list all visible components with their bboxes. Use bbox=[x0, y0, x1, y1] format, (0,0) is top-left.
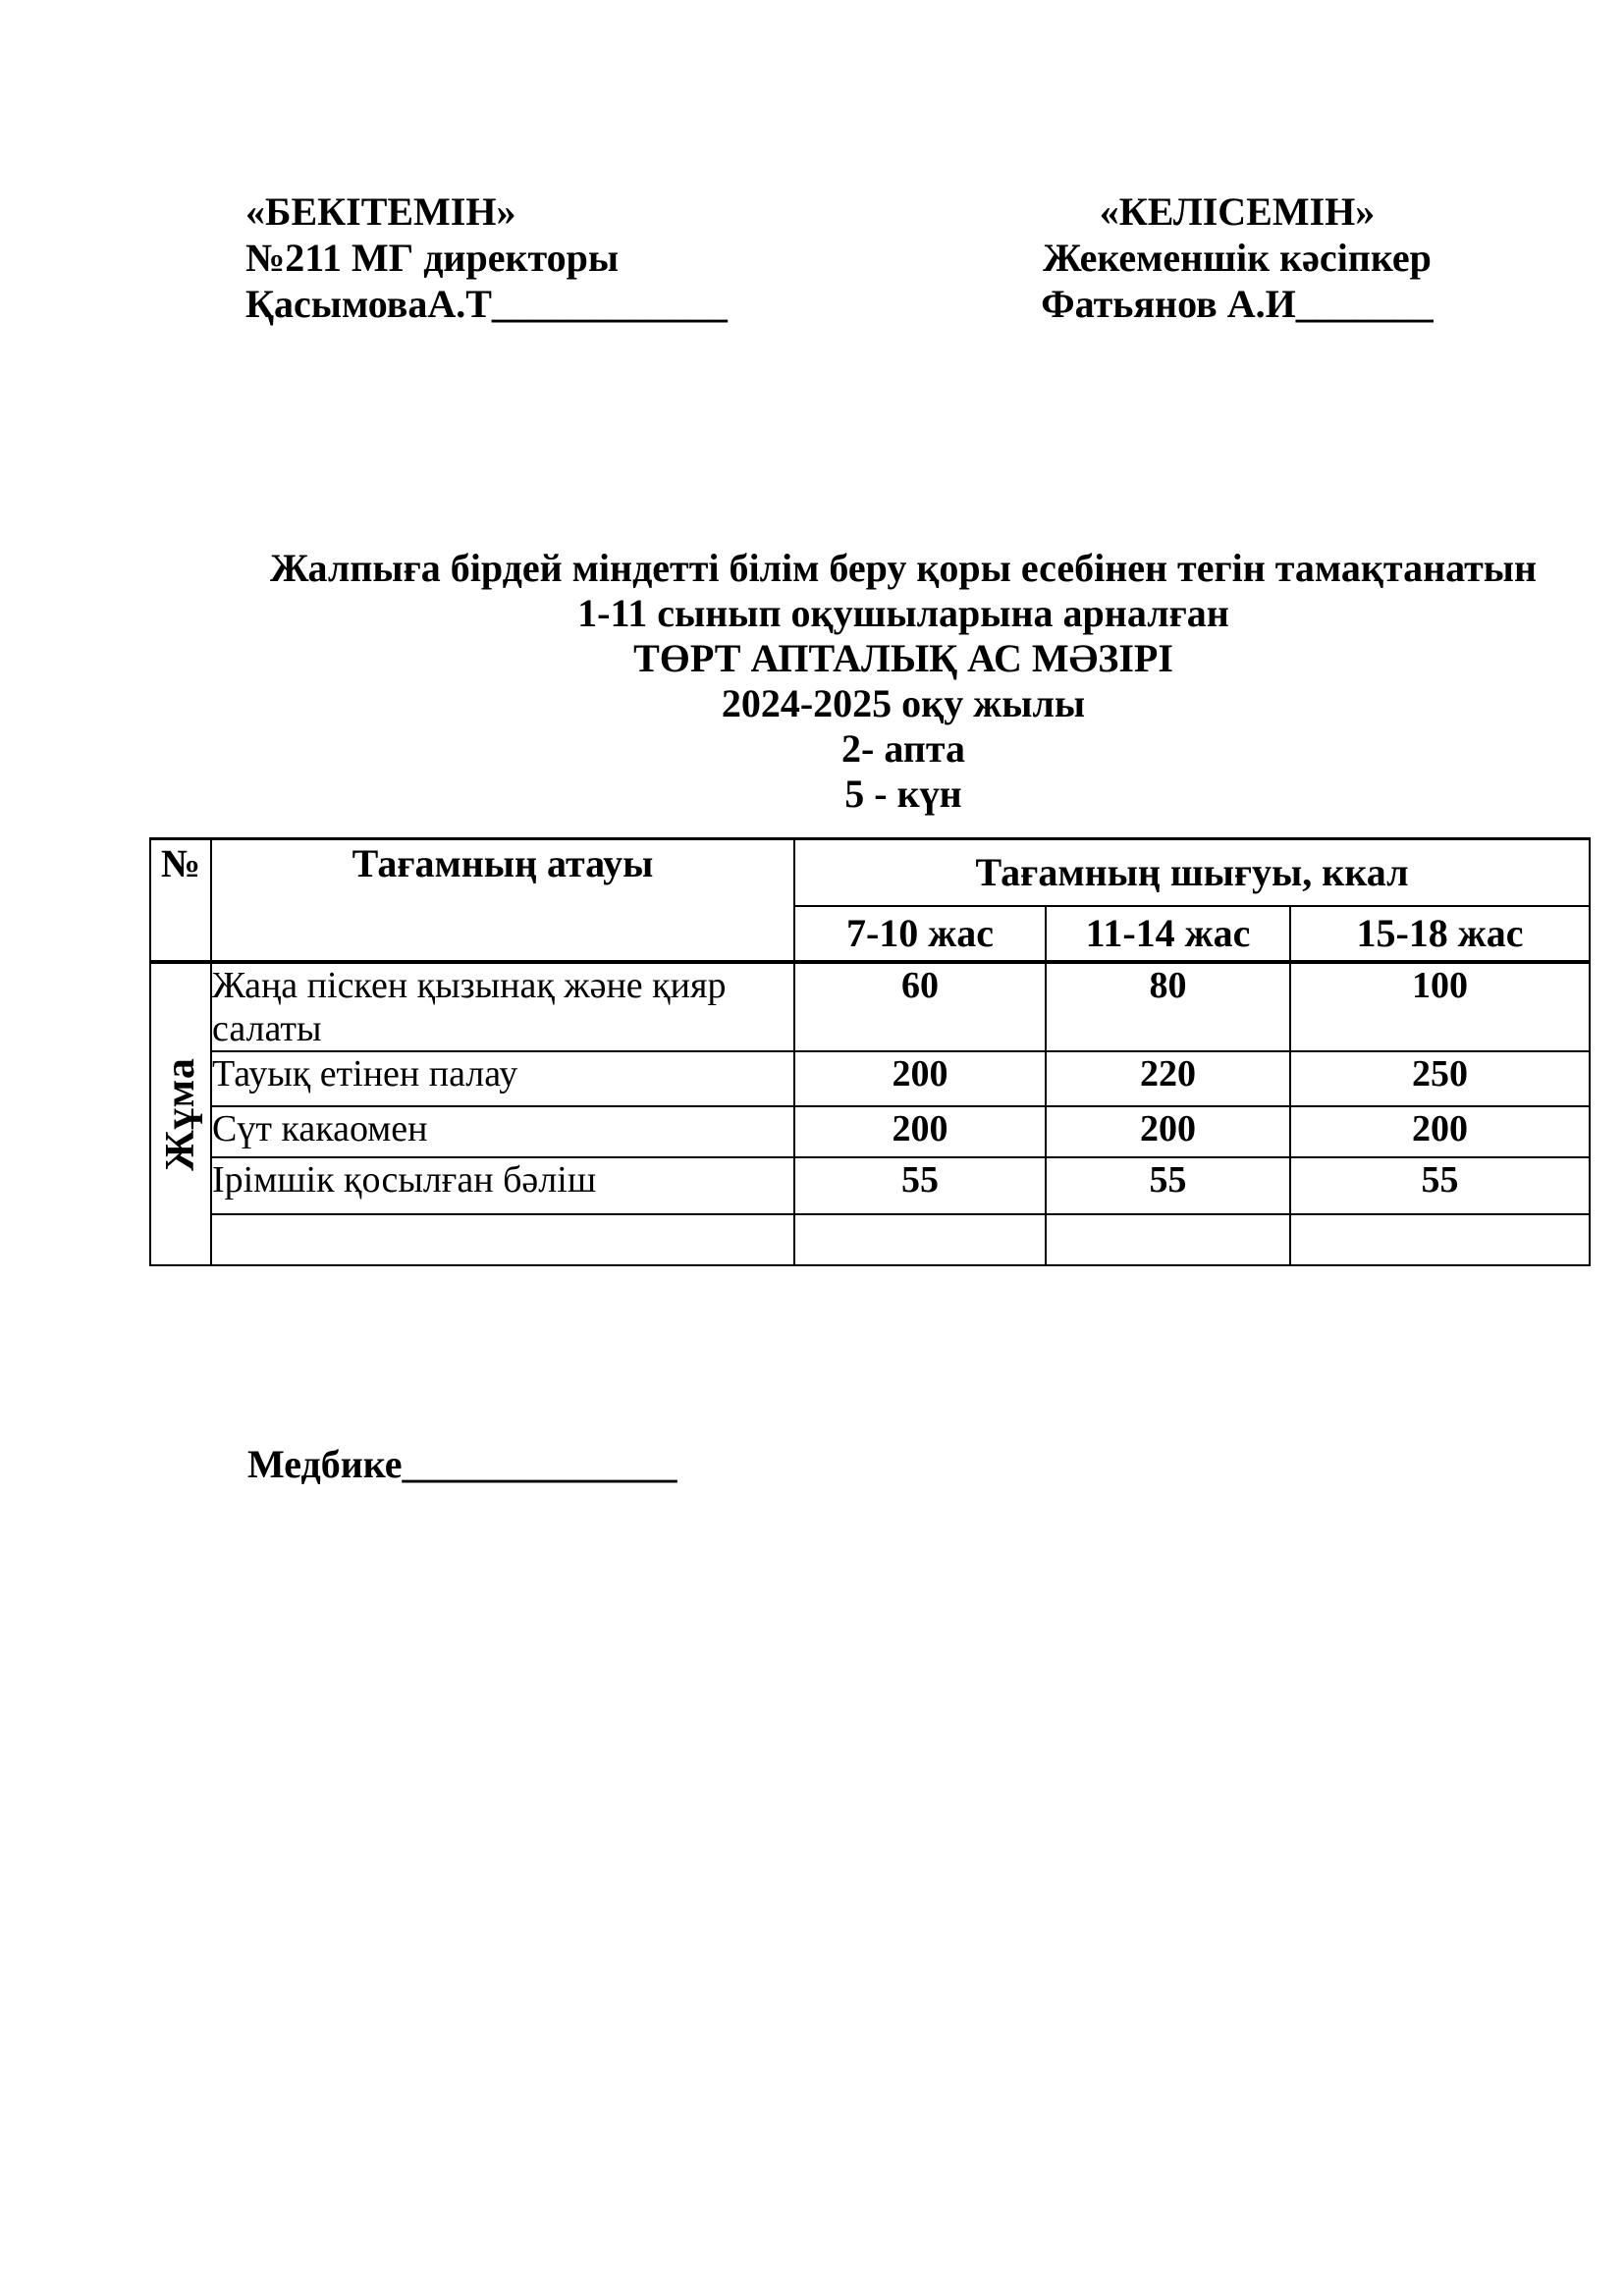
title-line-6: 5 - күн bbox=[844, 772, 962, 816]
day-column-extension-row bbox=[150, 1214, 1590, 1265]
title-line-2: 1-11 сынып оқушыларына арналған bbox=[577, 591, 1229, 635]
kcal-value-cell: 200 bbox=[1046, 1106, 1290, 1157]
dish-name-cell: Тауық етінен палау bbox=[211, 1051, 794, 1106]
column-header-dish-name: Тағамның атауы bbox=[211, 839, 794, 962]
nurse-signature-line: Медбике______________ bbox=[247, 1442, 677, 1486]
table-extension-cell bbox=[1290, 1214, 1590, 1265]
title-line-4: 2024-2025 оқу жылы bbox=[721, 681, 1086, 725]
approval-right-line1: «КЕЛІСЕМІН» bbox=[1099, 189, 1376, 234]
approval-left-line1: «БЕКІТЕМІН» bbox=[245, 189, 516, 234]
approval-stamp-right bbox=[1021, 188, 1453, 327]
kcal-value-cell: 220 bbox=[1046, 1051, 1290, 1106]
table-row bbox=[150, 962, 1590, 1051]
approval-left-signature-line: ҚасымоваА.Т____________ bbox=[245, 282, 728, 326]
approval-left-line2: №211 МГ директоры bbox=[245, 236, 620, 280]
column-header-number: № bbox=[150, 839, 211, 962]
kcal-value-cell: 55 bbox=[1290, 1157, 1590, 1214]
menu-table bbox=[149, 837, 1591, 1266]
table-row bbox=[150, 1157, 1590, 1214]
column-header-age-7-10: 7-10 жас bbox=[794, 906, 1046, 962]
approval-stamp-left bbox=[245, 188, 728, 327]
kcal-value-cell: 55 bbox=[1046, 1157, 1290, 1214]
table-extension-cell bbox=[1046, 1214, 1290, 1265]
approval-right-line2: Жекеменшік кәсіпкер bbox=[1043, 236, 1432, 280]
column-header-kcal-group: Тағамның шығуы, ккал bbox=[794, 839, 1590, 906]
dish-name-cell: Ірімшік қосылған бәліш bbox=[211, 1157, 794, 1214]
table-extension-cell bbox=[794, 1214, 1046, 1265]
table-extension-cell bbox=[211, 1214, 794, 1265]
kcal-value-cell: 55 bbox=[794, 1157, 1046, 1214]
title-line-3: ТӨРТ АПТАЛЫҚ АС МӘЗІРІ bbox=[633, 636, 1173, 680]
title-line-5: 2- апта bbox=[841, 726, 965, 771]
kcal-value-cell: 200 bbox=[1290, 1106, 1590, 1157]
kcal-value-cell: 250 bbox=[1290, 1051, 1590, 1106]
document-title bbox=[147, 546, 1624, 817]
title-line-1: Жалпыға бірдей міндетті білім беру қоры есебінен тегін тамақтанатын bbox=[270, 546, 1537, 590]
dish-name-cell: Жаңа піскен қызынақ және қияр салаты bbox=[211, 962, 794, 1051]
kcal-value-cell: 80 bbox=[1046, 962, 1290, 1051]
day-label-vertical-text: Жұма bbox=[158, 1056, 203, 1171]
kcal-value-cell: 200 bbox=[794, 1051, 1046, 1106]
approval-right-signature-line: Фатьянов А.И_______ bbox=[1041, 282, 1434, 326]
kcal-value-cell: 60 bbox=[794, 962, 1046, 1051]
kcal-value-cell: 100 bbox=[1290, 962, 1590, 1051]
dish-name-cell: Сүт какаомен bbox=[211, 1106, 794, 1157]
column-header-age-11-14: 11-14 жас bbox=[1046, 906, 1290, 962]
table-row bbox=[150, 1051, 1590, 1106]
column-header-age-15-18: 15-18 жас bbox=[1290, 906, 1590, 962]
day-label-cell bbox=[150, 962, 211, 1265]
kcal-value-cell: 200 bbox=[794, 1106, 1046, 1157]
table-row bbox=[150, 1106, 1590, 1157]
